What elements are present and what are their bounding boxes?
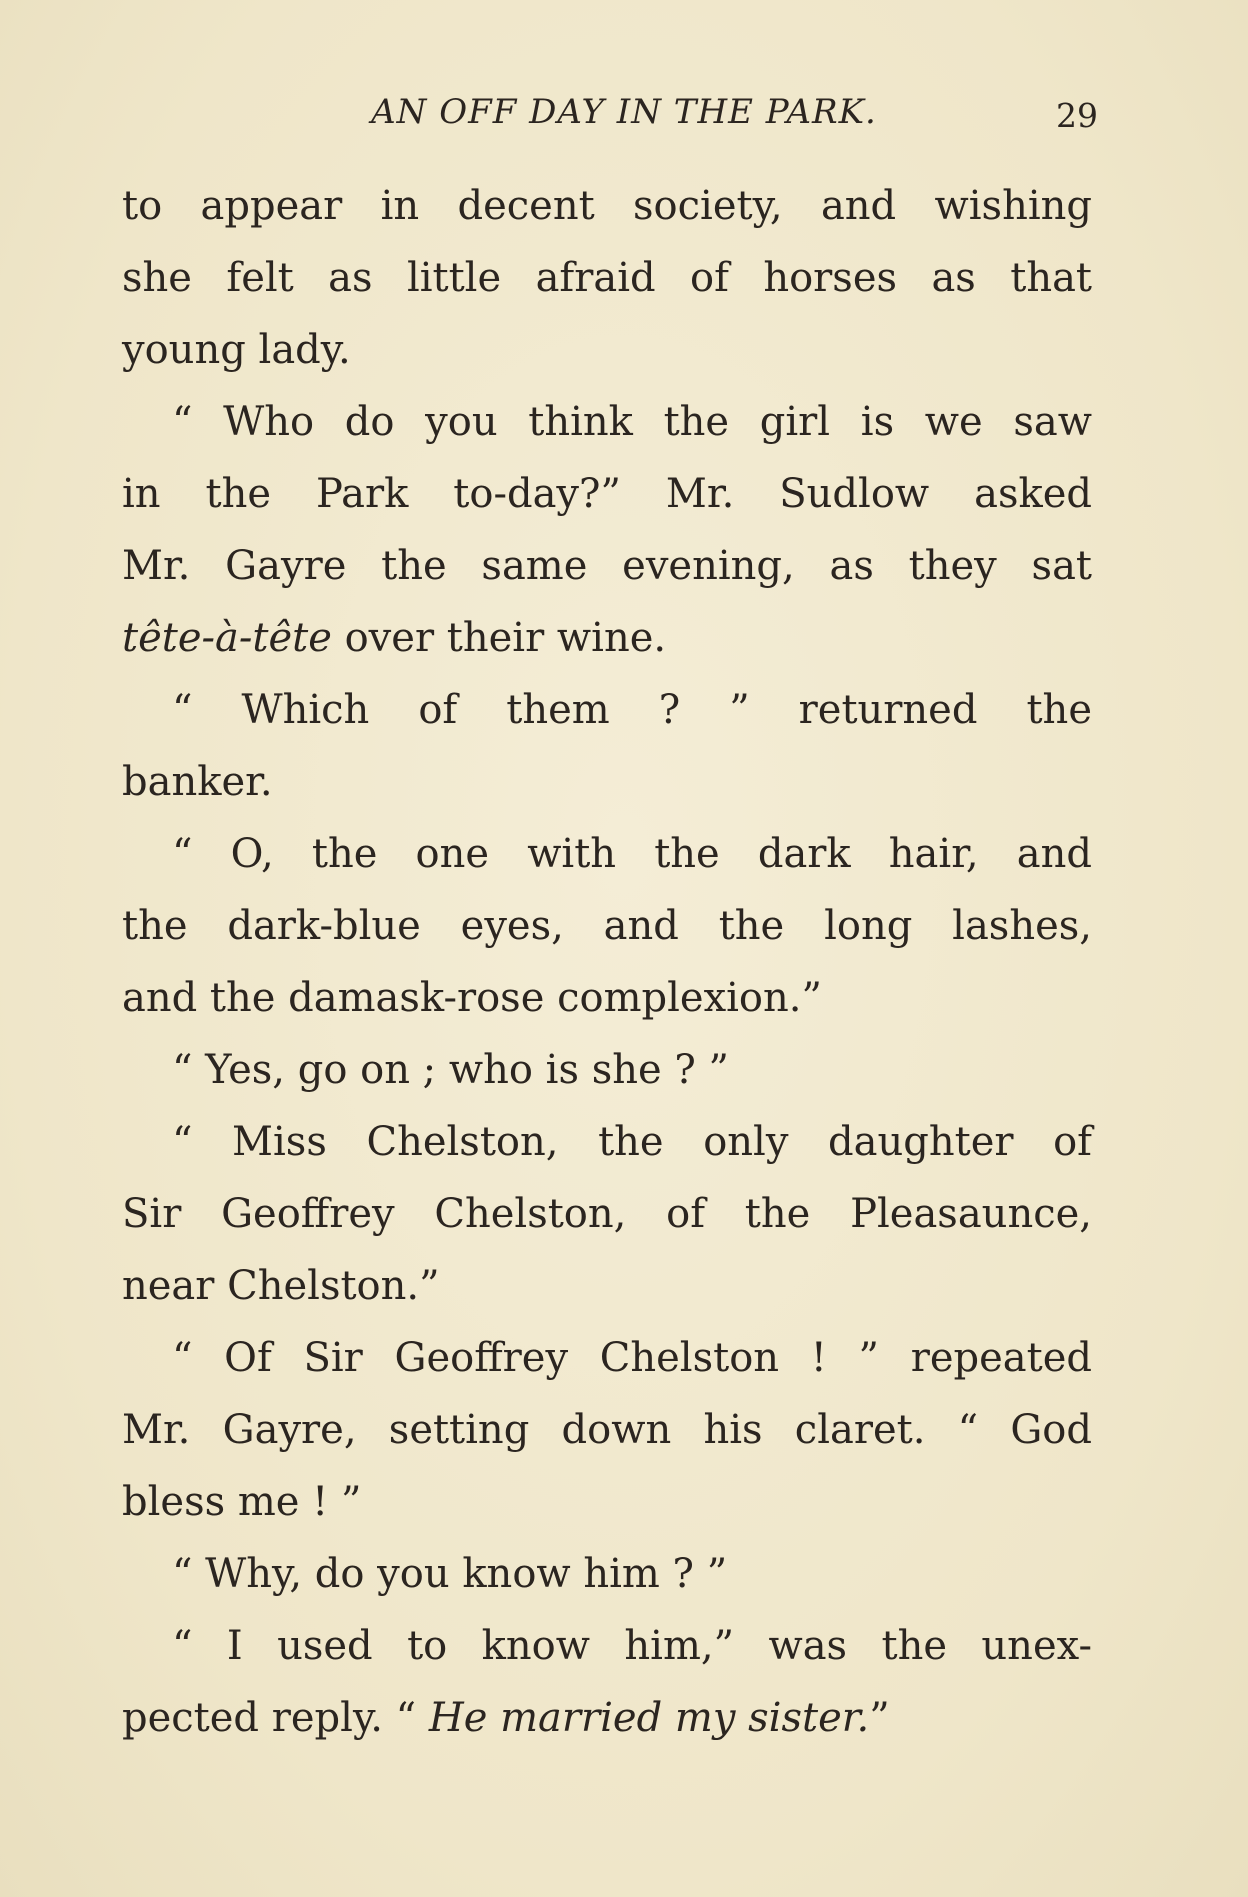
text-line: bless me ! ” (122, 1479, 362, 1525)
text-line: in the Park to-day?” Mr. Sudlow asked (122, 471, 1092, 517)
text-line: pected reply. “ He married my sister.” (122, 1695, 890, 1741)
text-line: “ Of Sir Geoffrey Chelston ! ” repeated (172, 1335, 1092, 1381)
text-line: Mr. Gayre the same evening, as they sat (122, 543, 1092, 589)
text-line: “ Why, do you know him ? ” (172, 1551, 728, 1597)
body-text (122, 170, 1092, 1754)
text-line: tête-à-tête over their wine. (122, 615, 667, 661)
running-title: AN OFF DAY IN THE PARK. (371, 92, 877, 132)
text-line: Sir Geoffrey Chelston, of the Pleasaunce, (122, 1191, 1092, 1237)
italic-phrase: tête-à-tête (122, 615, 332, 661)
text-line: “ Who do you think the girl is we saw (172, 399, 1092, 445)
text-line: young lady. (122, 327, 351, 373)
text-line: “ Yes, go on ; who is she ? ” (172, 1047, 729, 1093)
text-line: she felt as little afraid of horses as that (122, 255, 1092, 301)
text-line: near Chelston.” (122, 1263, 440, 1309)
page-number: 29 (1056, 96, 1098, 135)
italic-phrase: He married my sister. (428, 1695, 870, 1741)
text-line: “ Which of them ? ” returned the (172, 687, 1092, 733)
text-line: the dark-blue eyes, and the long lashes, (122, 903, 1092, 949)
text-line: and the damask-rose complexion.” (122, 975, 822, 1021)
text-line: Mr. Gayre, setting down his claret. “ God (122, 1407, 1092, 1453)
text-line: “ I used to know him,” was the unex- (172, 1623, 1092, 1669)
text-line: banker. (122, 759, 273, 805)
text-line: “ O, the one with the dark hair, and (172, 831, 1092, 877)
running-head (0, 92, 1248, 142)
text-line: “ Miss Chelston, the only daughter of (172, 1119, 1092, 1165)
text-line: to appear in decent society, and wishing (122, 183, 1092, 229)
